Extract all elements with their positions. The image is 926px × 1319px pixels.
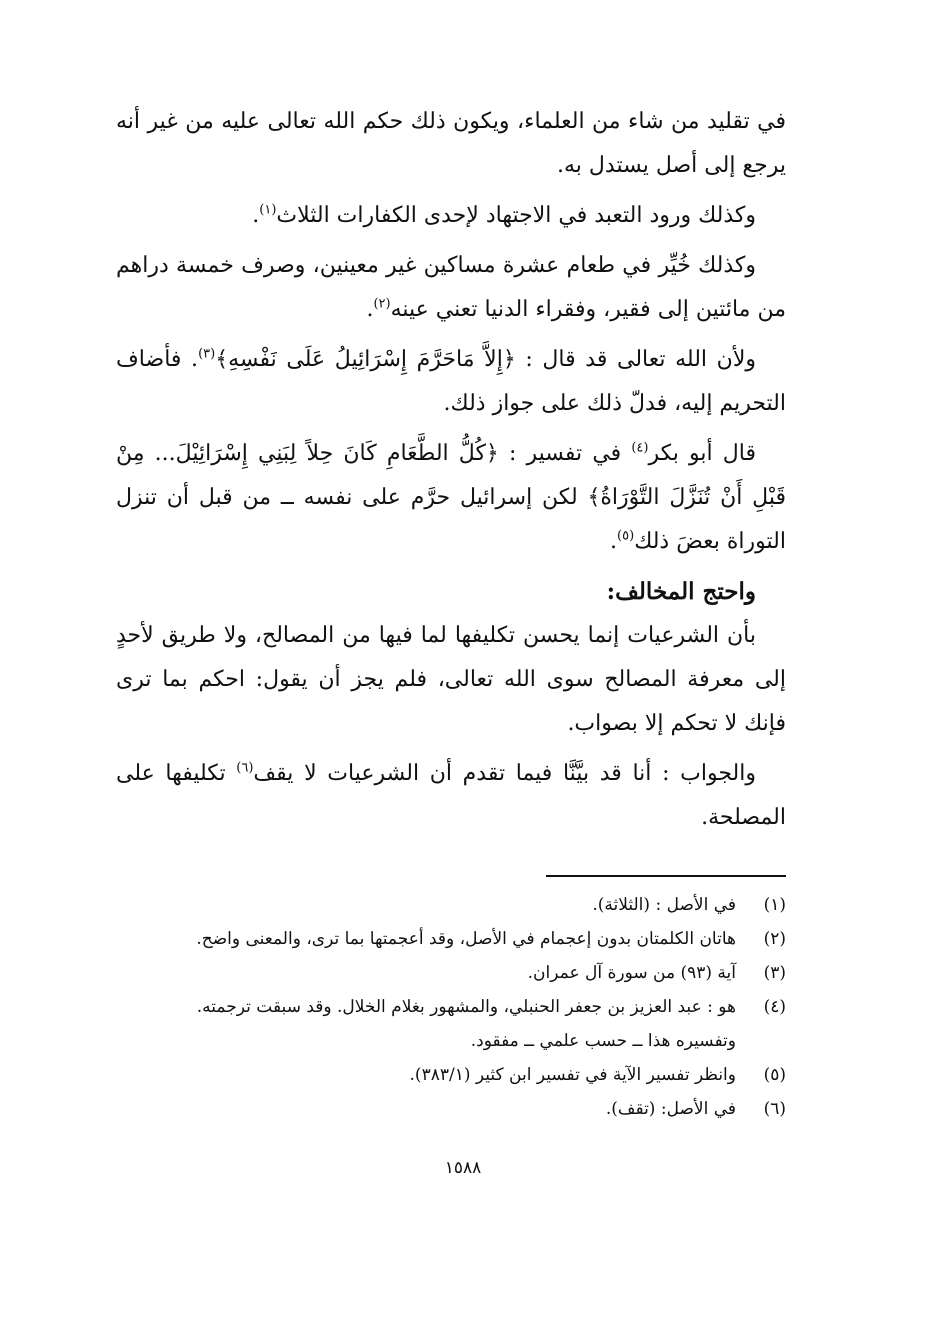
paragraph-7-text-a: والجواب : أنا قد بيَّنَّا فيما تقدم أن الشرعيات لا يقف [253,761,756,786]
paragraph-3-end: . [366,297,374,322]
paragraph-1-text: في تقليد من شاء من العلماء، ويكون ذلك حكم الله تعالى عليه من غير أنه يرجع إلى أصل يستدل به. [116,109,786,178]
footnote-number: (٥) [763,1065,786,1085]
footnote-divider [546,875,786,877]
footnote-text: هاتان الكلمتان بدون إعجمام في الأصل، وقد أعجمتها بما ترى، والمعنى واضح. [196,929,736,949]
footnote-ref-1: (١) [259,202,277,218]
footnote-ref-6: (٦) [236,760,254,776]
footnote-3 [96,956,786,990]
footnote-number: (٣) [763,963,786,983]
footnote-ref-2: (٢) [373,296,391,312]
paragraph-4-text-b: . فأضاف التحريم إليه، فدلّ ذلك على جواز ذلك. [116,347,786,416]
section-heading: واحتج المخالف: [606,578,756,605]
paragraph-5-text-b: في تفسير : ﴿كُلُّ الطَّعَامِ كَانَ حِلاً لِبَنِي إِسْرَائِيْلَ... مِنْ قَبْلِ أَنْ تُنَزَّلَ التَّوْرَاةُ﴾ لكن إسرائيل حرَّم على نفسه ــ من قبل أن تنزل التوراة بعضَ ذلك [116,441,786,554]
footnote-6 [96,1092,786,1126]
paragraph-6 [116,614,786,746]
paragraph-5-text-a: قال أبو بكر [648,441,756,466]
footnote-number: (٤) [763,997,786,1017]
footnote-5 [96,1058,786,1092]
footnotes [96,888,786,1126]
body-text [116,100,786,846]
footnote-number: (١) [763,895,786,915]
paragraph-1 [116,100,786,188]
footnote-ref-4: (٤) [631,440,649,456]
footnote-text: آية (٩٣) من سورة آل عمران. [527,963,736,983]
paragraph-7 [116,752,786,840]
paragraph-5-end: . [610,529,618,554]
paragraph-6-text: بأن الشرعيات إنما يحسن تكليفها لما فيها من المصالح، ولا طريق لأحدٍ إلى معرفة المصالح سوى الله تعالى، فلم يجز أن يقول: احكم بما ترى فإنك لا تحكم إلا بصواب. [116,623,786,736]
paragraph-3-text: وكذلك خُيِّر في طعام عشرة مساكين غير معينين، وصرف خمسة دراهم من مائتين إلى فقير، وفقراء الدنيا تعني عينه [116,253,786,322]
footnote-text: في الأصل : (الثلاثة). [592,895,736,915]
paragraph-4 [116,338,786,426]
footnote-ref-3: (٣) [198,346,216,362]
paragraph-3 [116,244,786,332]
footnote-number: (٦) [763,1099,786,1119]
footnote-4 [96,990,786,1024]
paragraph-7-text-b: تكليفها على المصلحة. [116,761,786,830]
footnote-ref-5: (٥) [617,528,635,544]
footnote-2 [96,922,786,956]
paragraph-2 [116,194,786,238]
page-number: ١٥٨٨ [444,1158,482,1178]
paragraph-4-text-a: ولأن الله تعالى قد قال : ﴿إِلاَّ مَاحَرَّمَ إِسْرَائِيلُ عَلَى نَفْسِهِ﴾ [215,347,756,372]
footnote-text: وانظر تفسير الآية في تفسير ابن كثير (٣٨٣/١). [409,1065,736,1085]
footnote-text: هو : عبد العزيز بن جعفر الحنبلي، والمشهور بغلام الخلال. وقد سبقت ترجمته. [196,997,736,1017]
footnote-1 [96,888,786,922]
footnote-number: (٢) [763,929,786,949]
footnote-4-continuation: وتفسيره هذا ــ حسب علمي ــ مفقود. [470,1031,736,1051]
paragraph-2-end: . [252,203,260,228]
paragraph-5 [116,432,786,564]
footnote-text: في الأصل: (تقف). [605,1099,736,1119]
paragraph-2-text: وكذلك ورود التعبد في الاجتهاد لإحدى الكفارات الثلاث [276,203,756,228]
